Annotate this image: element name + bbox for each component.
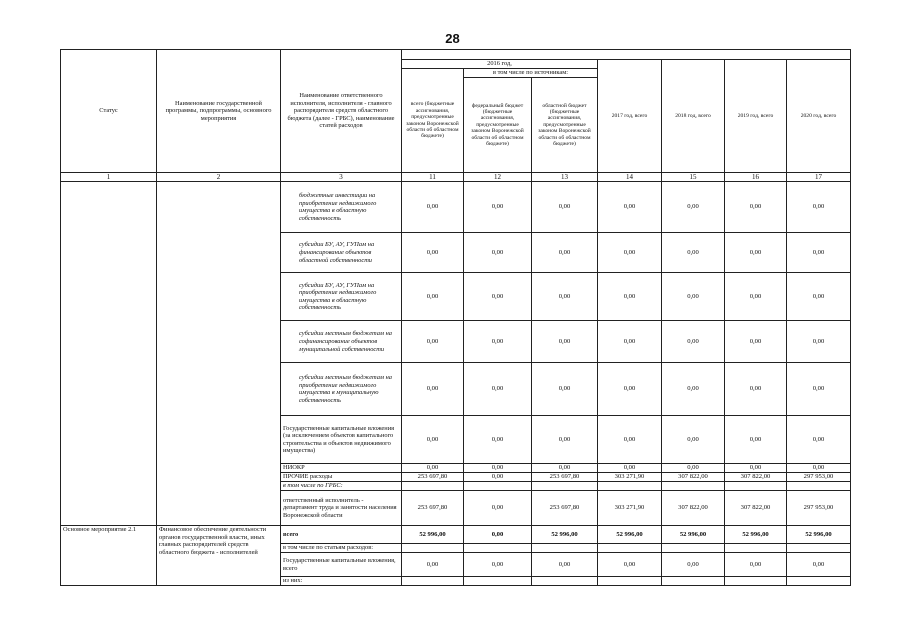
value-cell: 0,00 bbox=[464, 464, 532, 473]
budget-table bbox=[60, 49, 851, 586]
value-cell: 0,00 bbox=[402, 363, 464, 416]
column-index-row bbox=[61, 173, 851, 182]
empty-cell bbox=[725, 577, 787, 586]
value-cell: 307 822,00 bbox=[725, 491, 787, 526]
value-cell: 0,00 bbox=[532, 182, 598, 233]
empty-cell bbox=[598, 482, 662, 491]
row-label: НИОКР bbox=[281, 464, 402, 473]
header-regional-col: областной бюджет (бюджетные ассигнования, предусмотренные законом Воронежской области об областном бюджете) bbox=[532, 78, 598, 173]
value-cell: 0,00 bbox=[464, 363, 532, 416]
value-cell: 52 996,00 bbox=[725, 526, 787, 544]
value-cell: 0,00 bbox=[464, 321, 532, 363]
value-cell: 0,00 bbox=[402, 233, 464, 273]
empty-cell bbox=[662, 482, 725, 491]
empty-cell bbox=[464, 544, 532, 553]
value-cell: 297 953,00 bbox=[787, 473, 851, 482]
value-cell: 52 996,00 bbox=[598, 526, 662, 544]
header-2020: 2020 год, всего bbox=[787, 60, 851, 173]
value-cell: 0,00 bbox=[532, 233, 598, 273]
value-cell: 0,00 bbox=[598, 233, 662, 273]
value-cell: 0,00 bbox=[402, 416, 464, 464]
col-index-cell: 17 bbox=[787, 173, 851, 182]
value-cell: 0,00 bbox=[787, 553, 851, 577]
header-incl-sources: в том числе по источникам: bbox=[464, 69, 598, 78]
value-cell: 0,00 bbox=[532, 553, 598, 577]
value-cell: 0,00 bbox=[662, 273, 725, 321]
value-cell: 0,00 bbox=[787, 321, 851, 363]
value-cell: 0,00 bbox=[402, 182, 464, 233]
value-cell: 0,00 bbox=[532, 464, 598, 473]
header-top-strip bbox=[61, 50, 851, 60]
value-cell: 0,00 bbox=[787, 363, 851, 416]
header-executor: Наименование ответственного исполнителя, исполнителя - главного распорядителя средств областного бюджета (далее - ГРБС), наименование статей расходов bbox=[281, 50, 402, 173]
header-total-col: всего (бюджетные ассигнования, предусмотренные законом Воронежской области об областном бюджете) bbox=[402, 69, 464, 173]
page-number: 28 bbox=[445, 31, 460, 46]
measure-name: Финансовое обеспечение деятельности органов государственной власти, иных главных распорядителей средств областного бюджета - исполнителей bbox=[157, 526, 281, 586]
value-cell: 303 271,90 bbox=[598, 473, 662, 482]
value-cell: 307 822,00 bbox=[662, 491, 725, 526]
empty-cell bbox=[532, 544, 598, 553]
row-label: Государственные капитальные вложения (за исключением объектов капитального строительства и объектов недвижимого имущества) bbox=[281, 416, 402, 464]
value-cell: 0,00 bbox=[598, 553, 662, 577]
empty-cell bbox=[725, 544, 787, 553]
value-cell: 0,00 bbox=[725, 363, 787, 416]
empty-cell bbox=[787, 544, 851, 553]
col-index-cell: 11 bbox=[402, 173, 464, 182]
empty-cell bbox=[464, 482, 532, 491]
value-cell: 253 697,80 bbox=[532, 473, 598, 482]
value-cell: 0,00 bbox=[787, 416, 851, 464]
header-2018: 2018 год, всего bbox=[662, 60, 725, 173]
col-index-cell: 15 bbox=[662, 173, 725, 182]
value-cell: 52 996,00 bbox=[402, 526, 464, 544]
value-cell: 52 996,00 bbox=[532, 526, 598, 544]
value-cell: 0,00 bbox=[787, 182, 851, 233]
col-index-cell: 1 bbox=[61, 173, 157, 182]
value-cell: 0,00 bbox=[725, 182, 787, 233]
row-label: в том числе по статьям расходов: bbox=[281, 544, 402, 553]
value-cell: 0,00 bbox=[464, 273, 532, 321]
col-index-cell: 13 bbox=[532, 173, 598, 182]
table-row bbox=[61, 182, 851, 233]
row-label: из них: bbox=[281, 577, 402, 586]
value-cell: 0,00 bbox=[598, 464, 662, 473]
value-cell: 0,00 bbox=[725, 416, 787, 464]
value-cell: 0,00 bbox=[464, 553, 532, 577]
empty-cell bbox=[402, 544, 464, 553]
value-cell: 0,00 bbox=[662, 464, 725, 473]
empty-cell bbox=[402, 577, 464, 586]
empty-cell bbox=[725, 482, 787, 491]
value-cell: 0,00 bbox=[725, 464, 787, 473]
value-cell: 0,00 bbox=[532, 416, 598, 464]
col-index-cell: 14 bbox=[598, 173, 662, 182]
value-cell: 0,00 bbox=[598, 321, 662, 363]
status-blank bbox=[61, 182, 157, 526]
empty-cell bbox=[598, 577, 662, 586]
empty-cell bbox=[532, 577, 598, 586]
value-cell: 307 822,00 bbox=[662, 473, 725, 482]
value-cell: 0,00 bbox=[402, 464, 464, 473]
row-label: в том числе по ГРБС: bbox=[281, 482, 402, 491]
value-cell: 0,00 bbox=[598, 363, 662, 416]
row-label: субсидии местным бюджетам на приобретение недвижимого имущества в муниципальную собственность bbox=[281, 363, 402, 416]
value-cell: 0,00 bbox=[402, 553, 464, 577]
header-blank-strip bbox=[402, 50, 851, 60]
value-cell: 0,00 bbox=[725, 553, 787, 577]
value-cell: 0,00 bbox=[662, 233, 725, 273]
name-blank bbox=[157, 182, 281, 526]
header-program-name: Наименование государственной программы, подпрограммы, основного мероприятия bbox=[157, 50, 281, 173]
value-cell: 307 822,00 bbox=[725, 473, 787, 482]
value-cell: 0,00 bbox=[532, 321, 598, 363]
col-index-cell: 2 bbox=[157, 173, 281, 182]
row-label: субсидии БУ, АУ, ГУПам на финансирование объектов областной собственности bbox=[281, 233, 402, 273]
col-index-cell: 12 bbox=[464, 173, 532, 182]
row-label: бюджетные инвестиции на приобретение недвижимого имущества в областную собственность bbox=[281, 182, 402, 233]
value-cell: 0,00 bbox=[598, 416, 662, 464]
row-label: субсидии местным бюджетам на софинансирование объектов муниципальной собственности bbox=[281, 321, 402, 363]
value-cell: 52 996,00 bbox=[662, 526, 725, 544]
value-cell: 0,00 bbox=[464, 182, 532, 233]
value-cell: 253 697,80 bbox=[402, 491, 464, 526]
row-label: ответственный исполнитель - департамент труда и занятости населения Воронежской области bbox=[281, 491, 402, 526]
measure-status: Основное мероприятие 2.1 bbox=[61, 526, 157, 586]
empty-cell bbox=[662, 577, 725, 586]
row-label: Государственные капитальные вложения, всего bbox=[281, 553, 402, 577]
value-cell: 0,00 bbox=[787, 464, 851, 473]
header-2017: 2017 год, всего bbox=[598, 60, 662, 173]
value-cell: 0,00 bbox=[464, 233, 532, 273]
value-cell: 0,00 bbox=[662, 416, 725, 464]
row-label: ПРОЧИЕ расходы bbox=[281, 473, 402, 482]
value-cell: 0,00 bbox=[464, 416, 532, 464]
header-year-2016: 2016 год, bbox=[402, 60, 598, 69]
col-index-cell: 16 bbox=[725, 173, 787, 182]
empty-cell bbox=[662, 544, 725, 553]
value-cell: 0,00 bbox=[662, 553, 725, 577]
value-cell: 253 697,80 bbox=[532, 491, 598, 526]
value-cell: 0,00 bbox=[598, 273, 662, 321]
header-status: Статус bbox=[61, 50, 157, 173]
value-cell: 0,00 bbox=[662, 321, 725, 363]
value-cell: 0,00 bbox=[402, 321, 464, 363]
col-index-cell: 3 bbox=[281, 173, 402, 182]
table-row bbox=[61, 526, 851, 544]
value-cell: 0,00 bbox=[662, 363, 725, 416]
value-cell: 0,00 bbox=[598, 182, 662, 233]
value-cell: 0,00 bbox=[725, 321, 787, 363]
value-cell: 0,00 bbox=[402, 273, 464, 321]
value-cell: 0,00 bbox=[532, 363, 598, 416]
value-cell: 0,00 bbox=[464, 526, 532, 544]
row-label: всего bbox=[281, 526, 402, 544]
value-cell: 0,00 bbox=[725, 233, 787, 273]
empty-cell bbox=[787, 577, 851, 586]
value-cell: 0,00 bbox=[787, 233, 851, 273]
value-cell: 297 953,00 bbox=[787, 491, 851, 526]
row-label: субсидии БУ, АУ, ГУПам на приобретение недвижимого имущества в областную собственность bbox=[281, 273, 402, 321]
value-cell: 0,00 bbox=[532, 273, 598, 321]
value-cell: 0,00 bbox=[787, 273, 851, 321]
value-cell: 303 271,90 bbox=[598, 491, 662, 526]
value-cell: 0,00 bbox=[464, 491, 532, 526]
header-2019: 2019 год, всего bbox=[725, 60, 787, 173]
value-cell: 0,00 bbox=[662, 182, 725, 233]
empty-cell bbox=[532, 482, 598, 491]
header-federal-col: федеральный бюджет (бюджетные ассигнования, предусмотренные законом Воронежской области об областном бюджете) bbox=[464, 78, 532, 173]
value-cell: 0,00 bbox=[464, 473, 532, 482]
value-cell: 253 697,80 bbox=[402, 473, 464, 482]
empty-cell bbox=[402, 482, 464, 491]
empty-cell bbox=[787, 482, 851, 491]
value-cell: 0,00 bbox=[725, 273, 787, 321]
empty-cell bbox=[464, 577, 532, 586]
value-cell: 52 996,00 bbox=[787, 526, 851, 544]
empty-cell bbox=[598, 544, 662, 553]
